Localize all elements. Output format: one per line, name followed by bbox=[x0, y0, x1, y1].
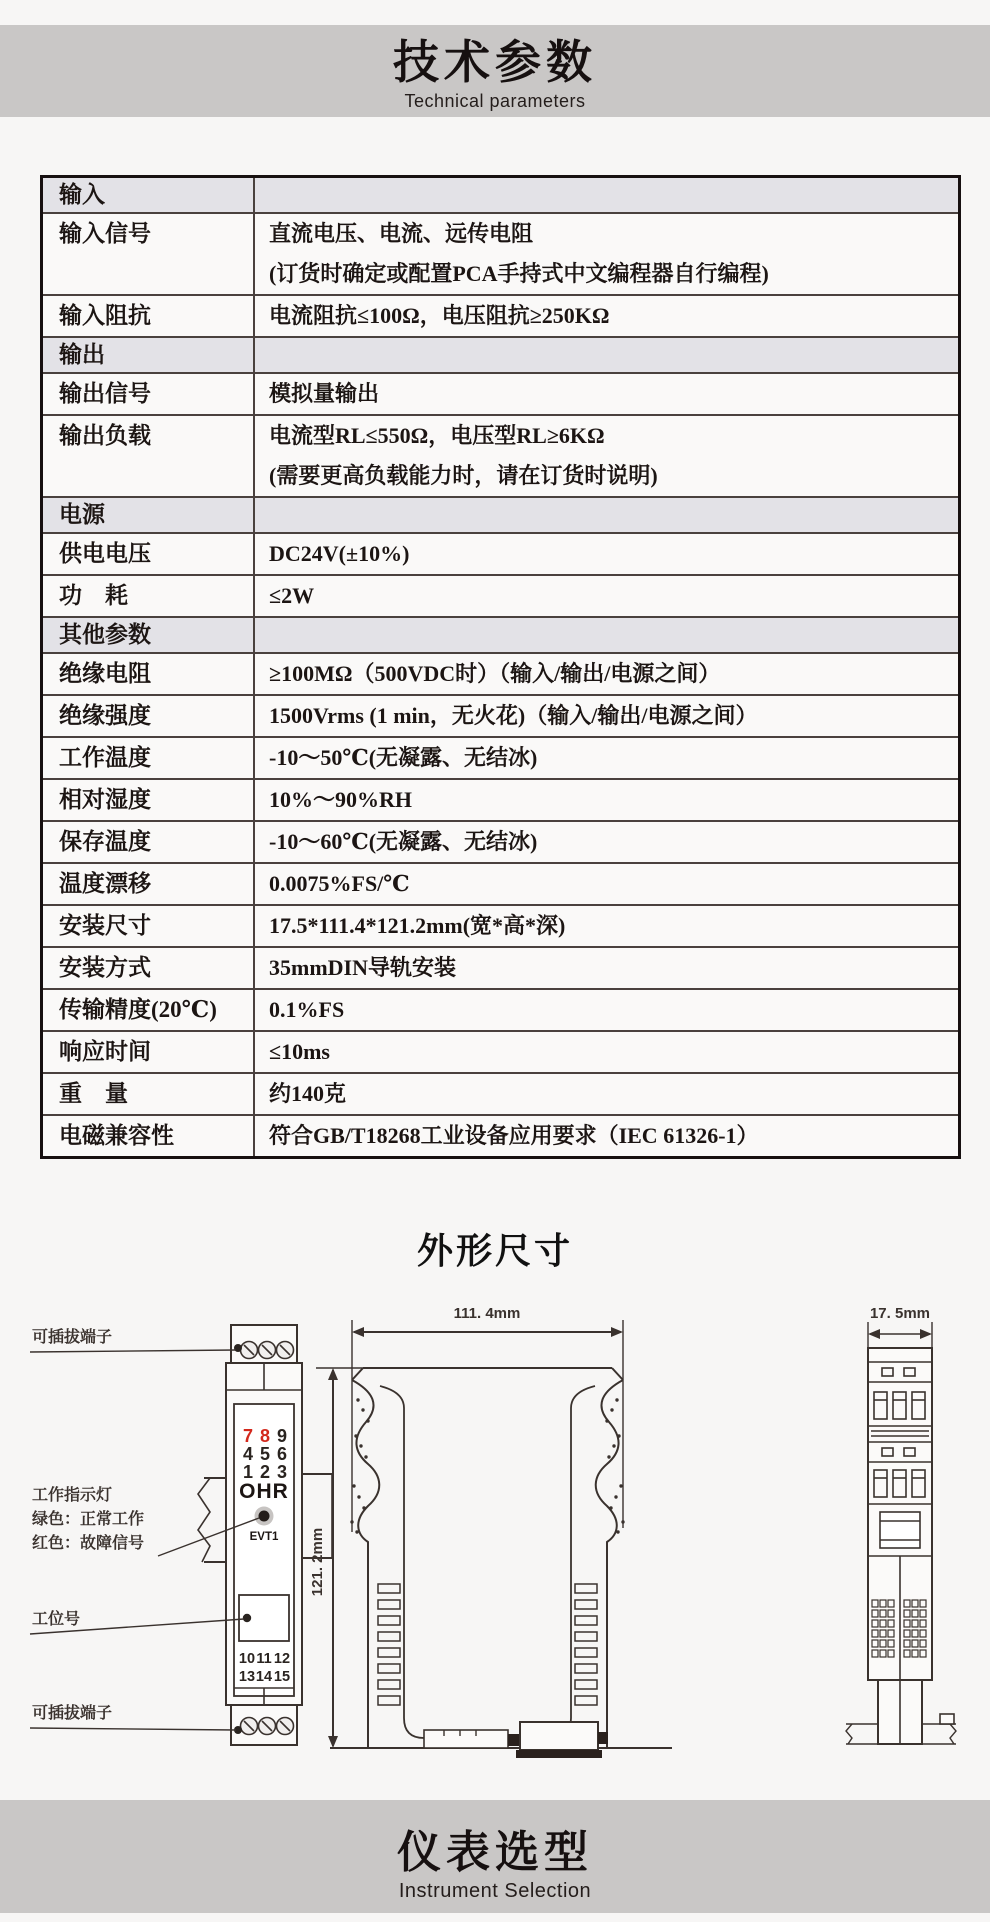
spec-value bbox=[255, 1074, 958, 1114]
spec-row bbox=[43, 1032, 958, 1074]
leader-dot-station bbox=[243, 1614, 251, 1622]
spec-value-line: 电流阻抗≤100Ω，电压阻抗≥250KΩ bbox=[269, 303, 610, 328]
spec-value-line: (订货时确定或配置PCA手持式中文编程器自行编程) bbox=[269, 261, 769, 286]
spec-row bbox=[43, 654, 958, 696]
end-view bbox=[846, 1305, 956, 1744]
terminal-number: 8 bbox=[259, 1426, 271, 1446]
brand-logo: OHR bbox=[239, 1480, 289, 1503]
terminal-number: 9 bbox=[276, 1426, 288, 1446]
footer-band bbox=[0, 1800, 990, 1913]
spec-label: 其他参数 bbox=[43, 618, 255, 652]
spec-row bbox=[43, 948, 958, 990]
label-station-number: 工位号 bbox=[32, 1611, 81, 1628]
spec-value bbox=[255, 416, 958, 496]
spec-label: 供电电压 bbox=[43, 534, 255, 574]
spec-value-line: 17.5*111.4*121.2mm(宽*高*深) bbox=[269, 913, 566, 938]
spec-value bbox=[255, 534, 958, 574]
spec-row bbox=[43, 296, 958, 338]
spec-section-row bbox=[43, 178, 958, 214]
spec-section-row bbox=[43, 618, 958, 654]
spec-value bbox=[255, 822, 958, 862]
spec-row bbox=[43, 1116, 958, 1156]
spec-value-line: ≥100MΩ（500VDC时）（输入/输出/电源之间） bbox=[269, 661, 721, 686]
terminal-screws-top bbox=[241, 1342, 294, 1359]
spec-label: 输出信号 bbox=[43, 374, 255, 414]
terminal-number: 1 bbox=[242, 1462, 254, 1482]
spec-value-line: 模拟量输出 bbox=[269, 381, 380, 406]
spec-value-line: 10%～90%RH bbox=[269, 787, 413, 812]
label-pluggable-terminal-top: 可插拔端子 bbox=[32, 1329, 113, 1346]
spec-label: 电源 bbox=[43, 498, 255, 532]
terminal-number: 11 bbox=[256, 1651, 272, 1667]
spec-label: 保存温度 bbox=[43, 822, 255, 862]
spec-value bbox=[255, 780, 958, 820]
spec-row bbox=[43, 1074, 958, 1116]
spec-value bbox=[255, 738, 958, 778]
hatch-dots bbox=[350, 1398, 369, 1533]
spec-value-line: -10～50℃(无凝露、无结冰) bbox=[269, 745, 538, 770]
end-view-latch bbox=[880, 1512, 920, 1548]
spec-value bbox=[255, 618, 958, 652]
terminal-number: 10 bbox=[238, 1651, 256, 1667]
spec-row bbox=[43, 534, 958, 576]
spec-value bbox=[255, 214, 958, 294]
spec-value-line: ≤2W bbox=[269, 583, 315, 608]
label-indicator-red: 红色：故障信号 bbox=[32, 1535, 145, 1552]
label-indicator-title: 工作指示灯 bbox=[32, 1487, 113, 1504]
spec-value-line: 电流型RL≤550Ω，电压型RL≥6KΩ bbox=[269, 423, 605, 448]
spec-row bbox=[43, 416, 958, 498]
spec-value bbox=[255, 178, 958, 212]
spec-row bbox=[43, 576, 958, 618]
outline-drawing-area bbox=[0, 1300, 990, 1798]
spec-table bbox=[40, 175, 961, 1159]
spec-label: 输入阻抗 bbox=[43, 296, 255, 336]
spec-value bbox=[255, 1116, 958, 1156]
spec-value-line: 符合GB/T18268工业设备应用要求（IEC 61326-1） bbox=[269, 1123, 759, 1148]
spec-label: 相对湿度 bbox=[43, 780, 255, 820]
spec-value bbox=[255, 864, 958, 904]
case-right-arm bbox=[527, 1380, 625, 1748]
spec-value-line: 1500Vrms (1 min，无火花)（输入/输出/电源之间） bbox=[269, 703, 758, 728]
terminal-number: 5 bbox=[259, 1444, 271, 1464]
spec-value-line: (需要更高负载能力时，请在订货时说明) bbox=[269, 463, 658, 488]
spec-row bbox=[43, 906, 958, 948]
spec-label: 功 耗 bbox=[43, 576, 255, 616]
vent-slots bbox=[378, 1584, 400, 1705]
spec-label: 绝缘强度 bbox=[43, 696, 255, 736]
front-view bbox=[30, 1325, 332, 1745]
terminal-screws-bottom bbox=[241, 1718, 294, 1735]
spec-value bbox=[255, 374, 958, 414]
spec-row bbox=[43, 738, 958, 780]
model-label: EVT1 bbox=[249, 1531, 279, 1543]
spec-label: 电磁兼容性 bbox=[43, 1116, 255, 1156]
spec-row bbox=[43, 214, 958, 296]
spec-value bbox=[255, 906, 958, 946]
spec-row bbox=[43, 374, 958, 416]
page-subtitle: Technical parameters bbox=[404, 91, 586, 111]
terminal-number: 6 bbox=[276, 1444, 288, 1464]
spec-value-line: 约140克 bbox=[269, 1081, 347, 1106]
spec-value bbox=[255, 498, 958, 532]
spec-value bbox=[255, 990, 958, 1030]
spec-value bbox=[255, 1032, 958, 1072]
spec-section-row bbox=[43, 338, 958, 374]
spec-value-line: 0.1%FS bbox=[269, 997, 345, 1022]
outline-drawings-svg bbox=[0, 1300, 990, 1798]
terminal-number: 14 bbox=[255, 1669, 273, 1685]
terminal-number: 15 bbox=[273, 1669, 291, 1685]
spec-label: 响应时间 bbox=[43, 1032, 255, 1072]
dimensions-title: 外形尺寸 bbox=[416, 1230, 573, 1271]
din-clip bbox=[424, 1722, 608, 1758]
width-dimension-label: 111. 4mm bbox=[453, 1305, 521, 1322]
spec-label: 重 量 bbox=[43, 1074, 255, 1114]
spec-row bbox=[43, 780, 958, 822]
label-indicator-green: 绿色：正常工作 bbox=[32, 1511, 145, 1528]
spec-value bbox=[255, 654, 958, 694]
footer-title: 仪表选型 bbox=[397, 1828, 593, 1877]
leader-dot-terminal-top bbox=[234, 1344, 242, 1352]
case-left-arm bbox=[350, 1380, 448, 1748]
spec-value-line: -10～60℃(无凝露、无结冰) bbox=[269, 829, 538, 854]
terminal-number: 13 bbox=[238, 1669, 256, 1685]
spec-label: 绝缘电阻 bbox=[43, 654, 255, 694]
spec-label: 工作温度 bbox=[43, 738, 255, 778]
footer-subtitle: Instrument Selection bbox=[398, 1880, 592, 1902]
spec-label: 温度漂移 bbox=[43, 864, 255, 904]
spec-row bbox=[43, 864, 958, 906]
depth-dimension-label: 17. 5mm bbox=[869, 1305, 931, 1322]
terminal-number: 2 bbox=[259, 1462, 271, 1482]
header-band bbox=[0, 25, 990, 117]
spec-value-line: 直流电压、电流、远传电阻 bbox=[269, 221, 534, 246]
side-view bbox=[309, 1305, 672, 1758]
spec-value-line: 35mmDIN导轨安装 bbox=[269, 955, 456, 980]
terminal-number: 3 bbox=[276, 1462, 288, 1482]
spec-label: 输入 bbox=[43, 178, 255, 212]
spec-value bbox=[255, 338, 958, 372]
spec-label: 传输精度(20℃) bbox=[43, 990, 255, 1030]
spec-row bbox=[43, 990, 958, 1032]
status-led bbox=[259, 1511, 270, 1522]
spec-label: 输出 bbox=[43, 338, 255, 372]
spec-label: 安装尺寸 bbox=[43, 906, 255, 946]
spec-label: 输入信号 bbox=[43, 214, 255, 294]
terminal-number: 7 bbox=[242, 1426, 254, 1446]
spec-label: 输出负载 bbox=[43, 416, 255, 496]
spec-label: 安装方式 bbox=[43, 948, 255, 988]
page-title: 技术参数 bbox=[393, 36, 597, 88]
spec-value-line: ≤10ms bbox=[269, 1039, 330, 1064]
spec-row bbox=[43, 696, 958, 738]
spec-value-line: DC24V(±10%) bbox=[269, 541, 410, 566]
spec-value bbox=[255, 296, 958, 336]
terminal-number: 12 bbox=[273, 1651, 291, 1667]
spec-value bbox=[255, 696, 958, 736]
label-pluggable-terminal-bottom: 可插拔端子 bbox=[32, 1705, 113, 1722]
spec-value bbox=[255, 576, 958, 616]
spec-section-row bbox=[43, 498, 958, 534]
spec-row bbox=[43, 822, 958, 864]
terminal-numbers-top bbox=[243, 1426, 287, 1482]
spec-value-line: 0.0075%FS/℃ bbox=[269, 871, 410, 896]
height-dimension-label: 121. 2mm bbox=[309, 1527, 326, 1597]
terminal-number: 4 bbox=[242, 1444, 254, 1464]
spec-value bbox=[255, 948, 958, 988]
